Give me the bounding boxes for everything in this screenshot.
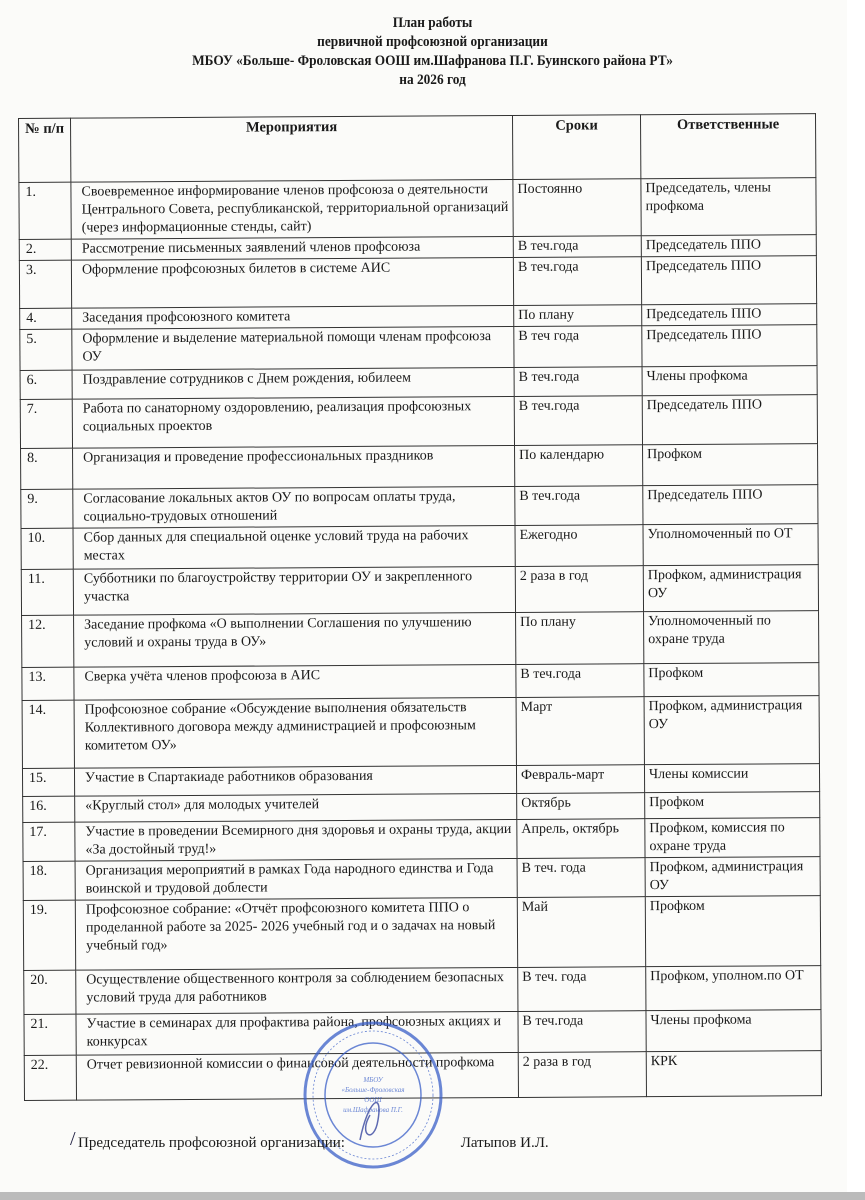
row-event: Участие в семинарах для профактива района, профсоюзных акциях и конкурсах — [76, 1011, 518, 1055]
row-number: 4. — [20, 308, 72, 329]
row-number: 7. — [20, 399, 72, 448]
row-event: Оформление и выделение материальной помощи членам профсоюза ОУ — [72, 326, 514, 370]
title-line: МБОУ «Больше- Фроловская ООШ им.Шафранова П.Г. Буинского района РТ» — [192, 53, 673, 69]
row-event: Организация мероприятий в рамках Года народного единства и Года воинской и трудовой доблести — [75, 858, 517, 900]
row-number: 14. — [22, 700, 74, 768]
table-row — [23, 857, 820, 901]
table-row — [21, 565, 818, 616]
svg-text:МБОУ: МБОУ — [363, 1076, 383, 1084]
row-responsible: Члены профкома — [646, 1010, 821, 1052]
signature-stroke-icon: / — [70, 1128, 76, 1150]
signature-name: Латыпов И.Л. — [460, 1135, 549, 1151]
row-event: Субботники по благоустройству территории ОУ и закрепленного участка — [73, 566, 515, 615]
row-event: Профсоюзное собрание: «Отчёт профсоюзного комитета ППО о проделанной работе за 2025- 2026 учебный год и о задачах на новый учебный год» — [75, 897, 517, 970]
row-number: 15. — [22, 768, 74, 796]
row-term: В теч.года — [514, 396, 642, 446]
row-responsible: Профком — [644, 663, 819, 697]
table-row — [20, 395, 817, 449]
row-number: 1. — [19, 182, 71, 239]
row-term: В теч.года — [515, 486, 643, 526]
row-responsible: Уполномоченный по ОТ — [643, 524, 818, 566]
row-event: Участие в проведении Всемирного дня здоровья и охраны труда, акции «За достойный труд!» — [75, 819, 517, 861]
row-number: 3. — [19, 260, 71, 308]
row-number: 8. — [21, 448, 73, 489]
table-row — [21, 524, 818, 570]
row-event: Оформление профсоюзных билетов в системе АИС — [71, 257, 513, 308]
row-number: 10. — [21, 528, 73, 569]
signature-line — [78, 1135, 549, 1152]
row-event: Участие в Спартакиаде работников образования — [74, 765, 516, 796]
row-responsible: Уполномоченный по охране труда — [644, 611, 819, 664]
row-term: В теч.года — [513, 236, 641, 258]
svg-text:«Больше-Фроловская: «Больше-Фроловская — [341, 1086, 405, 1094]
row-term: Май — [517, 897, 645, 968]
row-responsible: Председатель, члены профкома — [641, 178, 816, 236]
row-responsible: Профком, администрация ОУ — [644, 696, 819, 765]
row-responsible: Председатель ППО — [643, 485, 818, 525]
row-number: 6. — [20, 370, 72, 399]
row-number: 2. — [19, 239, 71, 260]
svg-text:им.Шафранова П.Г.: им.Шафранова П.Г. — [343, 1106, 403, 1114]
table-row — [22, 611, 819, 668]
row-number: 20. — [24, 970, 76, 1014]
row-term: Ежегодно — [515, 525, 643, 567]
row-responsible: Профком — [645, 792, 820, 819]
table-row — [21, 485, 818, 529]
table-row — [21, 444, 818, 490]
header-responsible: Ответственные — [640, 114, 815, 179]
signature-position: Председатель профсоюзной организации: — [78, 1135, 345, 1151]
row-responsible: Профком, администрация ОУ — [645, 857, 820, 897]
row-event: Заседание профкома «О выполнении Соглашения по улучшению условий и охраны труда в ОУ» — [74, 612, 516, 667]
scan-margin — [847, 0, 865, 1200]
row-number: 5. — [20, 329, 72, 370]
row-number: 18. — [23, 861, 75, 900]
row-term: По плану — [516, 612, 644, 665]
table-header-row — [19, 114, 816, 183]
row-responsible: Профком — [645, 896, 820, 967]
row-event: Рассмотрение письменных заявлений членов профсоюза — [71, 236, 513, 260]
row-responsible: Председатель ППО — [642, 395, 817, 445]
row-number: 21. — [24, 1014, 76, 1055]
row-event: Согласование локальных актов ОУ по вопросам оплаты труда, социально-трудовых отношений — [73, 486, 515, 528]
title-line: на 2026 год — [399, 72, 466, 88]
title-line: План работы — [392, 15, 473, 31]
row-responsible: Профком, администрация ОУ — [643, 565, 818, 612]
row-term: В теч.года — [513, 257, 641, 306]
row-term: 2 раза в год — [515, 566, 643, 613]
row-event: Своевременное информирование членов профсоюза о деятельности Центрального Совета, республиканской, территориальной организаций (через информационные стенды, сайт) — [71, 179, 513, 239]
row-number: 19. — [23, 900, 75, 970]
row-responsible: Профком, комиссия по охране труда — [645, 818, 820, 858]
svg-text:ООШ: ООШ — [364, 1096, 382, 1104]
row-responsible: Профком, уполном.по ОТ — [646, 966, 821, 1011]
table-row — [22, 696, 819, 769]
row-term: Постоянно — [513, 179, 641, 237]
row-event: «Круглый стол» для молодых учителей — [75, 793, 517, 822]
row-term: Март — [516, 697, 644, 766]
table-row — [24, 966, 821, 1015]
row-term: Октябрь — [517, 793, 645, 820]
row-term: 2 раза в год — [518, 1052, 646, 1098]
row-term: В теч.года — [514, 367, 642, 397]
row-event: Организация и проведение профессиональных праздников — [73, 445, 515, 489]
document-title — [35, 14, 831, 90]
header-term: Сроки — [512, 115, 640, 180]
header-number: № п/п — [19, 118, 71, 182]
table-row — [23, 896, 820, 971]
row-number: 22. — [24, 1055, 76, 1100]
table-row — [22, 663, 819, 701]
row-number: 16. — [23, 796, 75, 822]
row-term: В теч года — [514, 326, 642, 368]
row-number: 11. — [21, 569, 73, 615]
row-term: В теч. года — [518, 967, 646, 1012]
row-number: 9. — [21, 489, 73, 528]
row-term: По плану — [514, 305, 642, 327]
table-row — [19, 178, 816, 240]
row-event: Осуществление общественного контроля за соблюдением безопасных условий труда для работников — [76, 967, 518, 1014]
row-number: 13. — [22, 667, 74, 700]
row-event: Сбор данных для специальной оценке условий труда на рабочих местах — [73, 525, 515, 569]
row-responsible: Председатель ППО — [641, 235, 816, 257]
row-event: Сверка учёта членов профсоюза в АИС — [74, 664, 516, 700]
row-responsible: Профком — [643, 444, 818, 486]
row-responsible: Председатель ППО — [642, 325, 817, 367]
row-term: По календарю — [515, 445, 643, 487]
table-row — [23, 818, 820, 862]
title-line: первичной профсоюзной организации — [317, 34, 548, 50]
row-number: 12. — [22, 615, 74, 667]
row-event: Работа по санаторному оздоровлению, реализация профсоюзных социальных проектов — [72, 396, 514, 448]
row-number: 17. — [23, 822, 75, 861]
row-term: Апрель, октябрь — [517, 819, 645, 859]
row-event: Заседания профсоюзного комитета — [72, 305, 514, 329]
work-plan-table — [18, 113, 822, 1101]
row-event: Профсоюзное собрание «Обсуждение выполнения обязательств Коллективного договора между администрацией и профсоюзным комитетом ОУ» — [74, 697, 516, 768]
row-term: В теч.года — [518, 1011, 646, 1053]
row-term: Февраль-март — [516, 765, 644, 794]
header-event: Мероприятия — [71, 115, 513, 182]
row-event: Отчет ревизионной комиссии о финансовой деятельности профкома — [76, 1052, 518, 1100]
table-row — [19, 256, 816, 309]
scan-bottom-edge — [0, 1192, 865, 1200]
row-responsible: Члены комиссии — [644, 764, 819, 793]
row-term: В теч.года — [516, 664, 644, 698]
row-event: Поздравление сотрудников с Днем рождения, юбилеем — [72, 367, 514, 399]
row-responsible: Председатель ППО — [642, 304, 817, 326]
row-responsible: КРК — [646, 1051, 821, 1097]
row-responsible: Члены профкома — [642, 366, 817, 396]
table-row — [20, 325, 817, 371]
row-term: В теч. года — [517, 858, 645, 898]
row-responsible: Председатель ППО — [641, 256, 816, 305]
